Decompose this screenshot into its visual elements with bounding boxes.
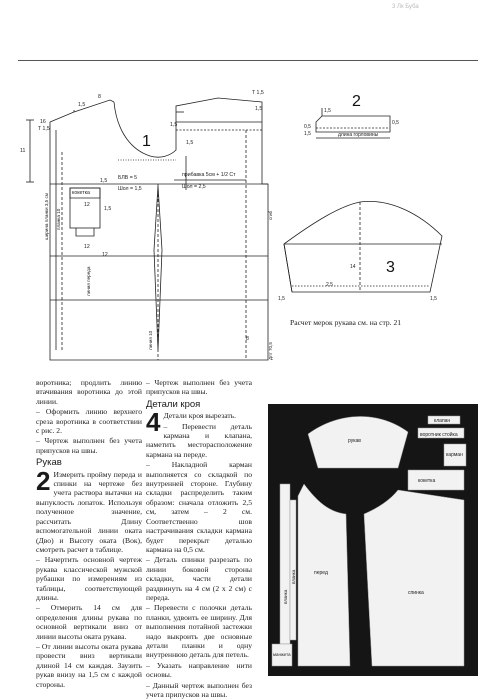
step-number-2: 2: [36, 465, 51, 496]
fig2-c: 1,5: [304, 131, 311, 137]
label-s15c: 1,5: [104, 206, 112, 212]
fig3-w: 2,5: [326, 282, 333, 288]
photo-label-front: перед: [314, 570, 328, 576]
label-l16: 16: [40, 119, 46, 125]
label-v1: ширина планки 3,5 см: [44, 193, 49, 240]
photo-label-yoke: кокетка: [418, 478, 436, 484]
section-heading-sleeve: Рукав: [36, 457, 62, 469]
section-heading-cut-details: Детали кроя: [146, 398, 201, 410]
step-number-4: 4: [146, 407, 161, 438]
piece-yoke: [408, 470, 464, 490]
label-s15: 1,5: [100, 178, 108, 184]
piece-back: [364, 490, 464, 666]
label-shol2: Шол = 2,5: [182, 184, 206, 190]
col2-p2: Детали кроя вырезать.: [163, 411, 237, 421]
figure-1-number: 1: [142, 133, 151, 150]
pattern-pieces-photo: [268, 404, 478, 676]
col1-p5: – Начертить основной чертеж рукава классической мужской рубашки по измерениям из таблицы, соответствующей длины.: [36, 555, 142, 602]
col1-p1: воротника; продлить линию втачивания воротника до этой линии.: [36, 378, 142, 406]
label-n8: 8: [246, 336, 249, 342]
fig2-len: длина горловины: [338, 132, 379, 138]
col1-p3: – Чертеж выполнен без учета припусков на швы.: [36, 436, 142, 455]
photo-label-pocket: карман: [446, 452, 463, 458]
label-n15m: 1,5: [186, 140, 194, 146]
label-v2: планка 10: [56, 208, 61, 230]
label-dpt: Дпт 70,5: [268, 342, 273, 360]
label-voln: прибавка 5см + 1/2 Ст: [182, 172, 236, 178]
label-s12b: 12: [84, 244, 90, 250]
label-tr: T 1,5: [252, 90, 264, 96]
text-column-1: [36, 378, 142, 690]
fig3-l: 1,5: [278, 296, 285, 302]
col2-p6: – Перевести с полочки деталь планки, удвоить ее ширину. Для выполнения потайной застежки надо выкроить две основные детали планки и одну внутреннюю деталь для петель.: [146, 603, 252, 660]
figure-3-number: 3: [386, 259, 395, 276]
photo-label-sleeve: рукав: [348, 438, 361, 444]
photo-label-placket: планка: [283, 589, 288, 604]
col1-p4: Измерить пройму переда и спинки на чертеже без учета раствора вытачки на выпуклость лопаток. Используя полученное значение, рассчитать Длину вспомогательной линии оката (Двo) и Высоту оката (Вок), смотреть расчет в таблице.: [36, 469, 142, 554]
label-t15: T 1,5: [38, 126, 50, 132]
text-column-2: [146, 378, 252, 700]
label-v12: 12: [102, 252, 108, 258]
label-15a: 1,5: [78, 102, 86, 108]
label-yoke: кокетка: [72, 190, 90, 196]
label-shol: Шол = 1,5: [118, 186, 142, 192]
col2-p3: – Перевести деталь кармана и клапана, наметить месторасположение кармана на переде.: [146, 421, 252, 459]
piece-placket: [280, 484, 290, 644]
figure-3-caption: Расчет мерок рукава см. на стр. 21: [290, 318, 402, 327]
col1-p2: – Оформить линию верхнего среза воротника в соответствии с рис. 2.: [36, 407, 142, 436]
col2-p8: – Данный чертеж выполнен без учета припусков на швы.: [146, 680, 252, 699]
figure-2-number: 2: [352, 93, 361, 110]
label-11: 11: [20, 148, 26, 154]
fig3-r: 1,5: [430, 296, 437, 302]
photo-label-cuff: манжета: [273, 652, 291, 657]
fig2-a: 1,5: [324, 108, 331, 114]
col2-p7: – Указать направление нити основы.: [146, 660, 252, 680]
col2-p1: – Чертеж выполнен без учета припусков на швы.: [146, 378, 252, 397]
label-n20: 1,5: [255, 106, 263, 112]
fig3-h: 14: [350, 264, 356, 270]
photo-label-back: спинка: [408, 590, 424, 596]
label-line-front: линия переда: [86, 266, 91, 296]
col2-p5: – Деталь спинки разрезать по линии боковой стороны складки, части детали раздвинуть на 4 см (2 х 2 см) с переда.: [146, 555, 252, 602]
label-8: 8: [98, 94, 101, 100]
corner-mark: 3 Лк Буба: [392, 4, 419, 10]
label-blv: БЛВ = 5: [118, 175, 138, 181]
fig2-b: 0,5: [304, 124, 311, 130]
photo-label-placket-2: планка: [291, 569, 296, 584]
photo-label-collar: воротник стойка: [420, 432, 458, 438]
figure-3-sleeve-draft: [270, 192, 480, 304]
photo-label-stand: клапан: [434, 418, 451, 424]
label-cut: сгиб: [268, 210, 273, 220]
label-s12a: 12: [84, 202, 90, 208]
label-15b: 1,5: [170, 122, 178, 128]
col1-p6: – Отмерить 14 см для определения длины рукава по основной вертикали вниз от линии высоты оката рукава.: [36, 603, 142, 641]
pattern-pieces-drawing: [268, 404, 478, 676]
figure-1-shirt-draft: [0, 60, 280, 382]
col2-p4: – Накладной карман выполняется со складкой по внутренней стороне. Глубину складки распределить таким образом: сначала отложить 2,5 см, затем – 2 см. Соответственно шов настрачивания складки кармана будет перекрыт деталью кармана на 0,5 см.: [146, 460, 252, 554]
col1-p7: – От линии высоты оката рукава провести вниз вертикали длиной 14 см каждая. Заузить рукав внизу на 1,5 см с каждой стороны.: [36, 641, 142, 689]
label-back-line: линия 10: [148, 330, 153, 350]
fig2-d: 0,5: [392, 120, 399, 126]
figure-2-collar-draft: [290, 88, 486, 148]
sleeve-outline: [284, 201, 442, 292]
